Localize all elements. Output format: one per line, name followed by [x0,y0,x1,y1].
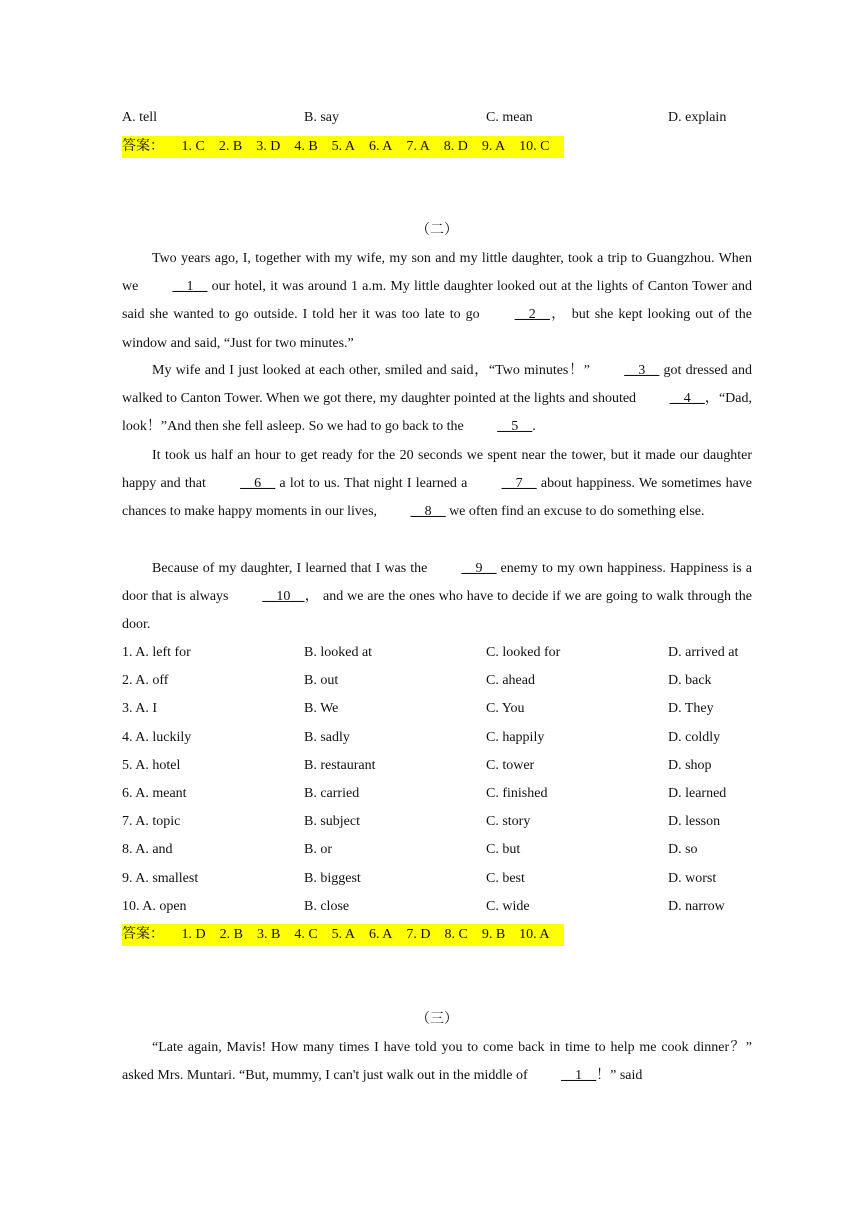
question-8-options [122,840,752,860]
option-b: B. carried [304,786,360,801]
answer-item: 10. C [519,139,550,154]
answer-item: 3. B [256,927,281,942]
answer-item: 10. A [519,927,550,942]
question-2-options [122,671,752,691]
option-c: C. happily [486,729,545,745]
option-c: C. story [486,814,531,830]
answer-item: 1. C [181,139,205,154]
answer-item: 4. B [294,139,318,154]
option-a: 9. A. smallest [122,870,199,886]
option-c: C. ahead [486,673,535,689]
blank-10: __10__ [262,589,305,605]
passage-paragraph-2: My wife and I just looked at each other, smiled and said，“Two minutes！” __3__ got dressed and walked to Canton Tower. When we got there, my daughter pointed at the lights and shouted __4__，“Dad, look！”And then she fell asleep. So we had to go back to the __5__. [122,357,752,442]
blank-2: __2__ [514,307,550,323]
answer-label: 答案： [122,139,164,154]
option-b: B. sadly [304,729,350,745]
answer-item: 2. B [219,927,243,942]
option-b: B. or [304,842,332,858]
option-d: D. They [668,701,714,717]
option-d: D. lesson [668,814,721,830]
option-d: D. explain [668,110,727,125]
section-heading-2: （二） [416,223,458,238]
option-a: A. tell [122,110,157,125]
blank-3: __3__ [624,363,660,378]
question-6-options [122,784,752,804]
option-c: C. tower [486,757,535,773]
answer-item: 9. B [481,927,506,942]
answer-key-2 [122,924,564,946]
option-d: D. worst [668,870,717,886]
answer-item: 3. D [256,139,281,154]
answer-item: 6. A [369,927,393,942]
option-c: C. finished [486,786,548,801]
option-b: B. looked at [304,645,373,660]
blank-6: __6__ [240,476,276,492]
question-9-options [122,869,752,889]
question-1-options [122,643,752,663]
question-4-options [122,728,752,748]
option-d: D. narrow [668,898,725,914]
blank-9: __9__ [461,561,497,576]
question-10-options [122,897,752,917]
option-c: C. You [486,701,525,717]
option-c: C. wide [486,898,530,914]
option-b: B. out [304,673,339,689]
blank-1: __1__ [172,279,208,295]
answer-label: 答案： [122,927,164,942]
answer-item: 5. A [331,927,355,942]
option-a: 6. A. meant [122,786,187,801]
option-d: D. back [668,673,712,689]
option-a: 5. A. hotel [122,757,181,773]
option-c: C. but [486,842,521,858]
answer-item: 6. A [369,139,393,154]
answer-item: 7. A [406,139,430,154]
option-d: D. shop [668,757,712,773]
option-b: B. biggest [304,870,361,886]
question-3-options [122,699,752,719]
blank-1: __1__ [561,1068,597,1084]
question-7-options [122,812,752,832]
option-d: D. coldly [668,729,721,745]
option-a: 3. A. I [122,701,157,717]
option-c: C. best [486,870,525,886]
option-b: B. We [304,701,339,717]
answer-item: 9. A [481,139,506,154]
answer-item: 1. D [181,927,206,942]
option-d: D. learned [668,786,727,801]
passage-paragraph-5: “Late again, Mavis! How many times I have told you to come back in time to help me cook dinner？” asked Mrs. Muntari. “But, mummy, I can't just walk out in the middle of __1__！” said [122,1034,752,1090]
question-5-options [122,756,752,776]
answer-item: 7. D [406,927,431,942]
answer-key-1 [122,136,564,158]
passage-paragraph-3: It took us half an hour to get ready for the 20 seconds we spent near the tower, but it made our daughter happy and that __6__ a lot to us. That night I learned a __7__ about happiness. We sometimes have chances to make happy moments in our lives, __8__ we often find an excuse to do something else. [122,442,752,527]
option-a: 10. A. open [122,898,187,914]
passage-paragraph-4: Because of my daughter, I learned that I was the __9__ enemy to my own happiness. Happiness is a door that is always __10__， and we are the ones who have to decide if we are going to walk through the door. [122,555,752,640]
answer-item: 4. C [294,927,318,942]
blank-8: __8__ [410,504,446,520]
answer-item: 8. C [444,927,468,942]
option-a: 2. A. off [122,673,169,689]
option-b: B. subject [304,814,360,830]
option-a: 4. A. luckily [122,729,192,745]
blank-7: __7__ [501,476,537,492]
option-a: 8. A. and [122,842,173,858]
option-b: B. close [304,898,350,914]
passage-paragraph-1: Two years ago, I, together with my wife, my son and my little daughter, took a trip to Guangzhou. When we __1__ our hotel, it was around 1 a.m. My little daughter looked out at the lights of Canton Tower and said she wanted to go outside. I told her it was too late to go __2__， but she kept looking out of the window and said, “Just for two minutes.” [122,251,753,351]
option-b: B. restaurant [304,757,376,773]
option-c: C. looked for [486,645,561,660]
blank-4: __4__ [669,391,705,407]
option-d: D. so [668,842,698,858]
answer-item: 2. B [218,139,243,154]
question-10-options [122,108,752,128]
option-b: B. say [304,110,339,125]
section-heading-3: （三） [416,1012,458,1027]
option-d: D. arrived at [668,645,739,660]
blank-5: __5__ [497,419,533,435]
option-a: 1. A. left for [122,645,191,660]
option-c: C. mean [486,110,533,125]
answer-item: 8. D [443,139,468,154]
option-a: 7. A. topic [122,814,181,830]
answer-item: 5. A [331,139,355,154]
